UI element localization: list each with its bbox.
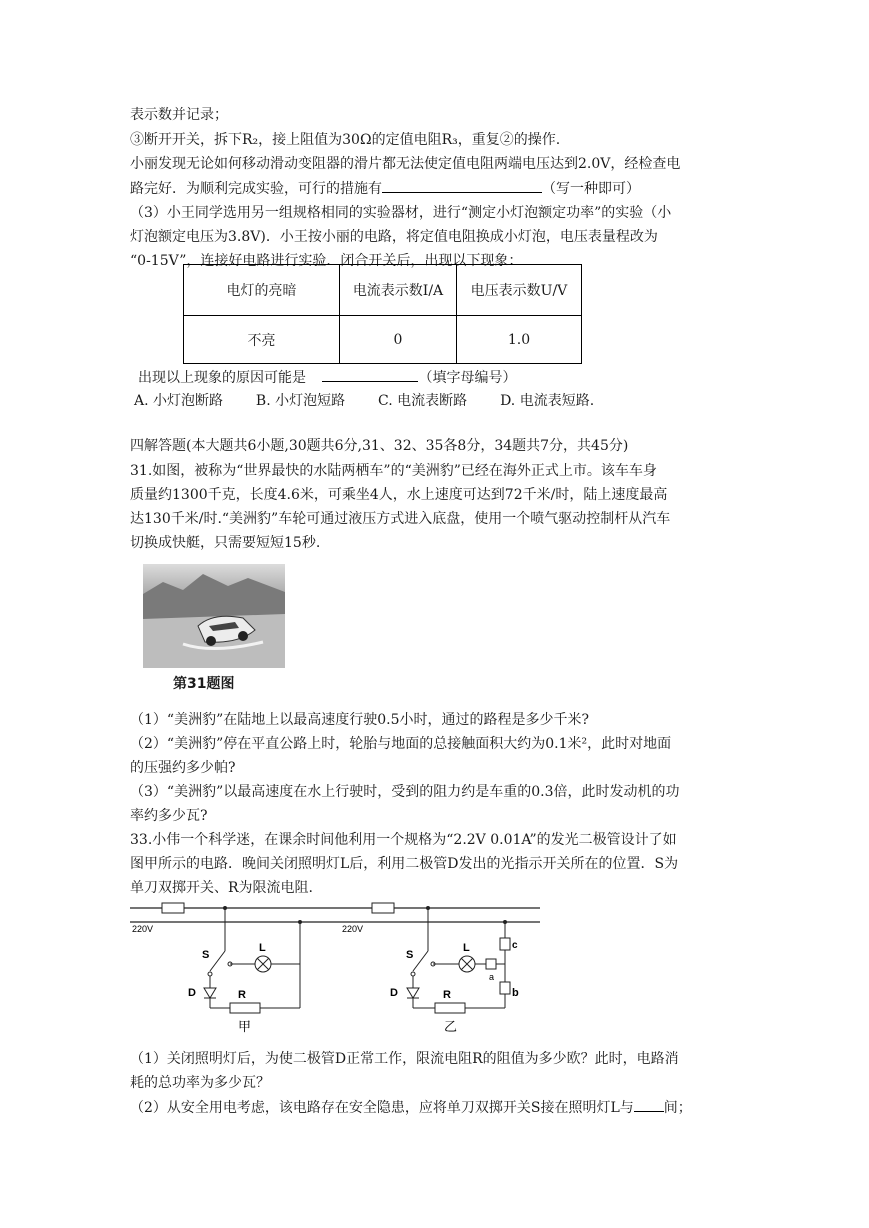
text-line: 图甲所示的电路．晚间关闭照明灯L后，利用二极管D发出的光指示开关所在的位置．S为 <box>130 856 679 872</box>
resistor-r-label: R <box>443 989 451 1001</box>
voltage-label: 220V <box>132 924 154 934</box>
text-segment: （写一种即可） <box>542 181 640 197</box>
diode-d-label: D <box>390 987 398 999</box>
text-line: （1）“美洲豹”在陆地上以最高速度行驶0.5小时，通过的路程是多少千米? <box>130 712 589 728</box>
text-line: （3）“美洲豹”以最高速度在水上行驶时，受到的阻力约是车重的0.3倍，此时发动机的功 <box>130 784 680 800</box>
options-line <box>134 391 594 411</box>
text-segment: （2）从安全用电考虑，该电路存在安全隐患，应将单刀双掷开关S接在照明灯L与 <box>130 1100 634 1116</box>
table-cell: 1.0 <box>457 316 582 364</box>
text-line: 单刀双掷开关、R为限流电阻. <box>130 880 313 896</box>
circuit-b-caption: 乙 <box>444 1019 458 1034</box>
answer-blank[interactable] <box>634 1097 664 1112</box>
text-line: 31.如图，被称为“世界最快的水陆两栖车”的“美洲豹”已经在海外正式上市。该车车身 <box>130 463 657 479</box>
table-cell: 0 <box>340 316 457 364</box>
text-line: 表示数并记录； <box>130 107 228 123</box>
point-a-label: a <box>489 972 495 982</box>
lamp-l-label: L <box>259 942 266 954</box>
text-line: 灯泡额定电压为3.8V)．小王按小丽的电路，将定值电阻换成小灯泡，电压表量程改为 <box>130 229 658 245</box>
text-line <box>130 178 640 199</box>
option-a: A. 小灯泡断路 <box>134 393 224 409</box>
observation-table <box>183 264 582 364</box>
switch-s-label: S <box>406 949 414 961</box>
text-line: 质量约1300千克，长度4.6米，可乘坐4人，水上速度可达到72千米/时，陆上速度最高 <box>130 487 668 503</box>
text-segment: 路完好．为顺利完成实验，可行的措施有 <box>130 181 382 197</box>
diode-d-label: D <box>188 987 196 999</box>
voltage-label: 220V <box>342 924 364 934</box>
circuit-a-caption: 甲 <box>238 1019 252 1034</box>
text-line: （1）关闭照明灯后，为使二极管D正常工作，限流电阻R的阻值为多少欧？此时，电路消 <box>130 1051 679 1067</box>
table-header: 电压表示数U/V <box>457 265 582 316</box>
photo-caption: 第31题图 <box>173 676 235 692</box>
fuse-b-label: b <box>512 987 519 999</box>
answer-blank[interactable] <box>382 178 542 193</box>
text-line: 率约多少瓦? <box>130 808 208 824</box>
amphibious-car-photo <box>143 564 285 668</box>
text-line: （2）“美洲豹”停在平直公路上时，轮胎与地面的总接触面积大约为0.1米²，此时对地面 <box>130 736 672 752</box>
text-line: 的压强约多少帕? <box>130 760 236 776</box>
table-cell: 不亮 <box>184 316 340 364</box>
resistor-r-label: R <box>238 989 246 1001</box>
text-line: “0-15V”，连接好电路进行实验．闭合开关后，出现以下现象： <box>130 253 523 269</box>
text-line: 33.小伟一个科学迷，在课余时间他利用一个规格为“2.2V 0.01A”的发光二极管设计了如 <box>130 832 677 848</box>
lamp-l-label: L <box>463 942 470 954</box>
text-segment: 出现以上现象的原因可能是 <box>138 370 306 386</box>
circuit-diagram-b <box>340 896 540 1036</box>
table-header: 电流表示数I/A <box>340 265 457 316</box>
fuse-c-label: c <box>512 940 518 951</box>
text-line: 小丽发现无论如何移动滑动变阻器的滑片都无法使定值电阻两端电压达到2.0V，经检查电 <box>130 156 681 172</box>
text-line: ③断开开关，拆下R₂，接上阻值为30Ω的定值电阻R₃，重复②的操作. <box>130 132 561 148</box>
switch-s-label: S <box>202 949 210 961</box>
text-line <box>138 367 516 388</box>
option-c: C. 电流表断路 <box>378 393 468 409</box>
text-line: 切换成快艇，只需要短短15秒. <box>130 535 321 551</box>
table-header: 电灯的亮暗 <box>184 265 340 316</box>
text-line <box>130 1097 692 1118</box>
answer-blank[interactable] <box>322 367 418 382</box>
option-b: B. 小灯泡短路 <box>255 393 346 409</box>
text-segment: 间； <box>663 1100 692 1116</box>
text-line: 达130千米/时.“美洲豹”车轮可通过液压方式进入底盘，使用一个喷气驱动控制杆从汽车 <box>130 511 671 527</box>
section-heading: 四解答题(本大题共6小题,30题共6分,31、32、35各8分，34题共7分，共45分) <box>130 438 629 454</box>
text-line: 耗的总功率为多少瓦？ <box>130 1075 270 1091</box>
option-d: D. 电流表短路. <box>500 393 595 409</box>
text-line: （3）小王同学选用另一组规格相同的实验器材，进行“测定小灯泡额定功率”的实验（小 <box>130 205 672 221</box>
circuit-diagram-a <box>130 896 340 1036</box>
text-segment: （填字母编号） <box>418 370 517 386</box>
